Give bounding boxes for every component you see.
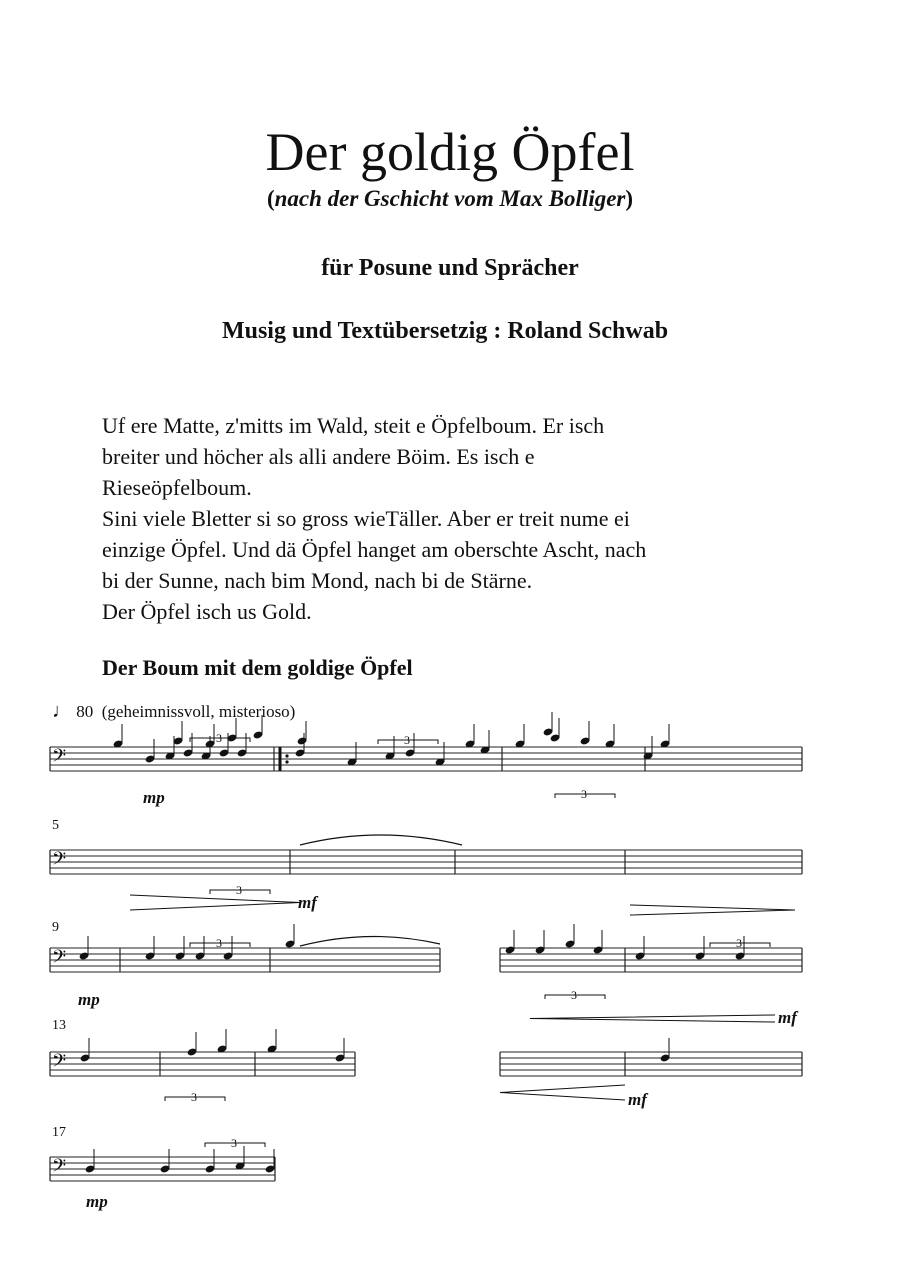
bass-clef-icon: 𝄢 (52, 849, 67, 874)
subtitle-source: nach der Gschicht vom Max Bolliger (274, 186, 626, 211)
hairpin (530, 1015, 775, 1022)
dynamic-marking: mp (78, 990, 100, 1009)
glissando (300, 936, 440, 946)
bass-clef-icon: 𝄢 (52, 1156, 67, 1181)
dynamic-marking: mf (298, 893, 317, 912)
bass-clef-icon: 𝄢 (52, 746, 67, 771)
story-line: Uf ere Matte, z'mitts im Wald, steit e Öpfelboum. Er isch (102, 413, 605, 438)
measure-number: 13 (52, 1018, 66, 1033)
story-line: breiter und höcher als alli andere Böim. Es isch e (102, 444, 535, 469)
hairpin (500, 1085, 625, 1100)
tempo-value: 80 (76, 702, 94, 721)
section-title: Der Boum mit dem goldige Öpfel (102, 655, 413, 680)
measure-number: 17 (52, 1125, 66, 1140)
score-glyphs (52, 712, 795, 1181)
tuplet-number: 3 (571, 988, 577, 1002)
bass-clef-icon: 𝄢 (52, 947, 67, 972)
tuplet-number: 3 (191, 1090, 197, 1104)
instrumentation: für Posune und Sprächer (321, 255, 579, 281)
story-line: bi der Sunne, nach bim Mond, nach bi de Stärne. (102, 568, 533, 593)
repeat-dot (285, 754, 288, 757)
story-line: einzige Öpfel. Und dä Öpfel hanget am oberschte Ascht, nach (102, 537, 647, 562)
dynamic-marking: mp (143, 788, 165, 807)
repeat-dot (285, 760, 288, 763)
subtitle-open: ( (266, 186, 275, 211)
dynamic-marking: mp (86, 1192, 108, 1211)
piece-title: Der goldig Öpfel (265, 122, 635, 182)
hairpin (630, 905, 795, 915)
dynamic-marking: mf (778, 1008, 797, 1027)
quarter-note-icon: ♩ (52, 700, 72, 722)
tuplet-number: 3 (581, 787, 587, 801)
staff-lines (50, 747, 802, 1181)
bass-clef-icon: 𝄢 (52, 1051, 67, 1076)
measure-number: 5 (52, 818, 59, 833)
story-line: Sini viele Bletter si so gross wieTäller. Aber er treit nume ei (102, 506, 630, 531)
tuplet-number: 3 (216, 731, 222, 745)
tie (300, 835, 462, 845)
tuplet-number: 3 (231, 1136, 237, 1150)
tuplet-number: 3 (216, 936, 222, 950)
tuplet-number: 3 (736, 936, 742, 950)
measure-number: 9 (52, 920, 59, 935)
tempo-text: (geheimnissvoll, misterioso) (101, 702, 296, 721)
story-line: Rieseöpfelboum. (102, 475, 252, 500)
subtitle-close: ) (625, 186, 634, 211)
credits: Musig und Textübersetzig : Roland Schwab (221, 318, 669, 344)
hairpin (130, 895, 300, 910)
story-line: Der Öpfel isch us Gold. (102, 599, 312, 624)
tuplet-number: 3 (404, 733, 410, 747)
tuplet-number: 3 (236, 883, 242, 897)
dynamic-marking: mf (628, 1090, 647, 1109)
